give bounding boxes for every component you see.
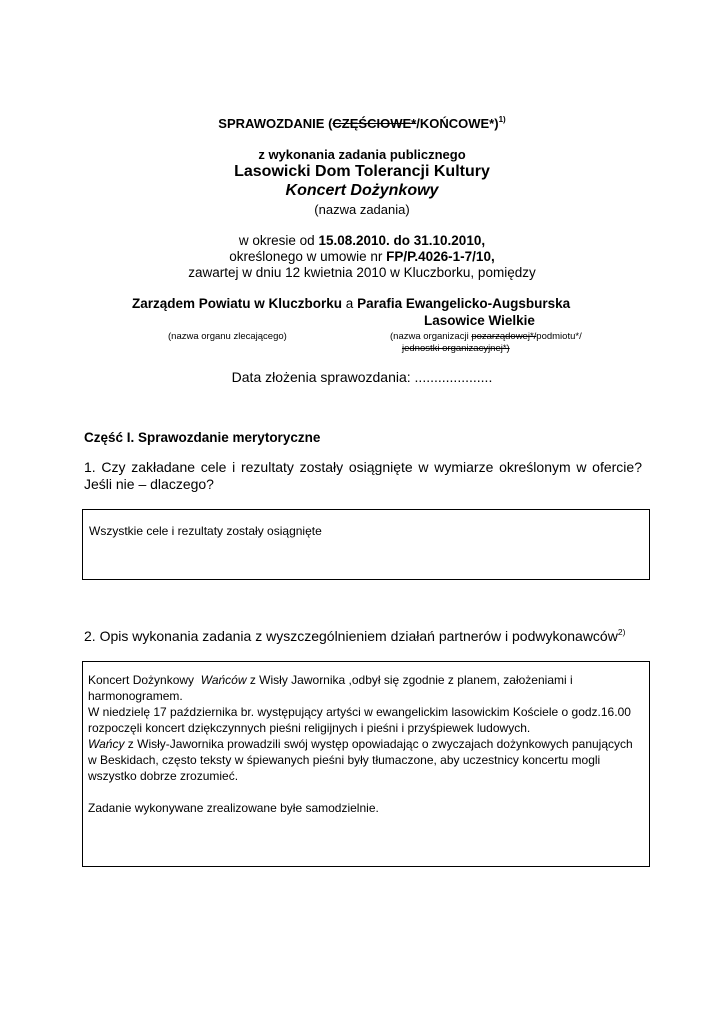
answer2-p3-end: z Wisły-Jawornika prowadzili swój występ opowiadając o zwyczajach dożynkowych panujących w Beskidach, często teksty w śpiewanych pieśni były tłumaczone, aby uczestnicy koncertu mogli wszystko dobrze zrozumieć.: [88, 737, 633, 783]
organization-note-prefix: (nazwa organizacji: [390, 331, 472, 342]
commissioning-body: Zarządem Powiatu w Kluczborku: [132, 296, 343, 311]
organization-note-line2: jednostki organizacyjnej*): [402, 343, 510, 354]
answer2-paragraph-2: W niedzielę 17 października br. występujący artyści w ewangelickim lasowickim Kościele o godz.16.00 rozpoczęli koncert dziękczynnych pieśni religijnych i pieśni i przyśpiewek ludowych.: [88, 705, 631, 735]
part1-heading: Część I. Sprawozdanie merytoryczne: [84, 430, 321, 445]
period-line: [0, 233, 724, 248]
question2-footnote-ref: 2): [617, 627, 626, 637]
answer2-text: [88, 672, 636, 816]
answer2-paragraph-4: Zadanie wykonywane zrealizowane byłe samodzielnie.: [88, 801, 379, 815]
answer2-p1-start: Koncert Dożynkowy: [88, 673, 201, 687]
commissioning-body-note: (nazwa organu zlecającego): [168, 331, 287, 342]
question2-text: 2. Opis wykonania zadania z wyszczególnieniem działań partnerów i podwykonawców: [84, 628, 618, 644]
submission-date: Data złożenia sprawozdania: ....................: [231, 369, 493, 385]
answer2-paragraph-3: [88, 736, 636, 784]
answer1-box: [82, 509, 650, 580]
answer2-p3-italic: Wańcy: [88, 737, 125, 751]
task-name-note: (nazwa zadania): [314, 202, 410, 217]
question1: 1. Czy zakładane cele i rezultaty zostały osiągnięte w wymiarze określonym w ofercie? Jeśli nie – dlaczego?: [84, 459, 642, 492]
signed-line: zawartej w dniu 12 kwietnia 2010 w Kluczborku, pomiędzy: [188, 265, 536, 280]
subtitle: z wykonania zadania publicznego: [258, 147, 466, 162]
task-name: Koncert Dożynkowy: [285, 182, 439, 199]
parties-line: [132, 296, 570, 311]
organization-note-struck: pozarządowej*/: [471, 331, 537, 342]
title-struck: CZĘŚCIOWE*: [332, 116, 417, 131]
title-suffix: /KOŃCOWE*): [416, 116, 499, 131]
contract-number: FP/P.4026-1-7/10,: [386, 249, 495, 264]
paragraph-gap: [88, 784, 636, 800]
organization-name: Lasowicki Dom Tolerancji Kultury: [234, 163, 490, 180]
period-value: 15.08.2010. do 31.10.2010,: [318, 233, 486, 248]
title-footnote-ref: 1): [498, 115, 506, 124]
parties-connector: a: [342, 296, 358, 311]
contract-prefix: określonego w umowie nr: [229, 249, 387, 264]
contract-line: [0, 249, 724, 264]
answer2-box: [82, 661, 650, 867]
report-title: [0, 115, 724, 131]
answer2-paragraph-1: [88, 672, 636, 704]
question2: [84, 627, 625, 644]
answer1-text: Wszystkie cele i rezultaty zostały osiągnięte: [89, 524, 322, 538]
organization-note-suffix: podmiotu*/: [536, 331, 582, 342]
organization-line1: Parafia Ewangelicko-Augsburska: [357, 296, 571, 311]
organization-note: [390, 331, 582, 342]
period-prefix: w okresie od: [238, 233, 319, 248]
answer2-p1-end: z Wisły Jawornika ,odbył się zgodnie z planem, założeniami i harmonogramem.: [88, 673, 573, 703]
answer2-p1-italic: Wańców: [200, 673, 247, 687]
organization-line2: Lasowice Wielkie: [424, 313, 535, 328]
title-prefix: SPRAWOZDANIE (: [218, 116, 333, 131]
